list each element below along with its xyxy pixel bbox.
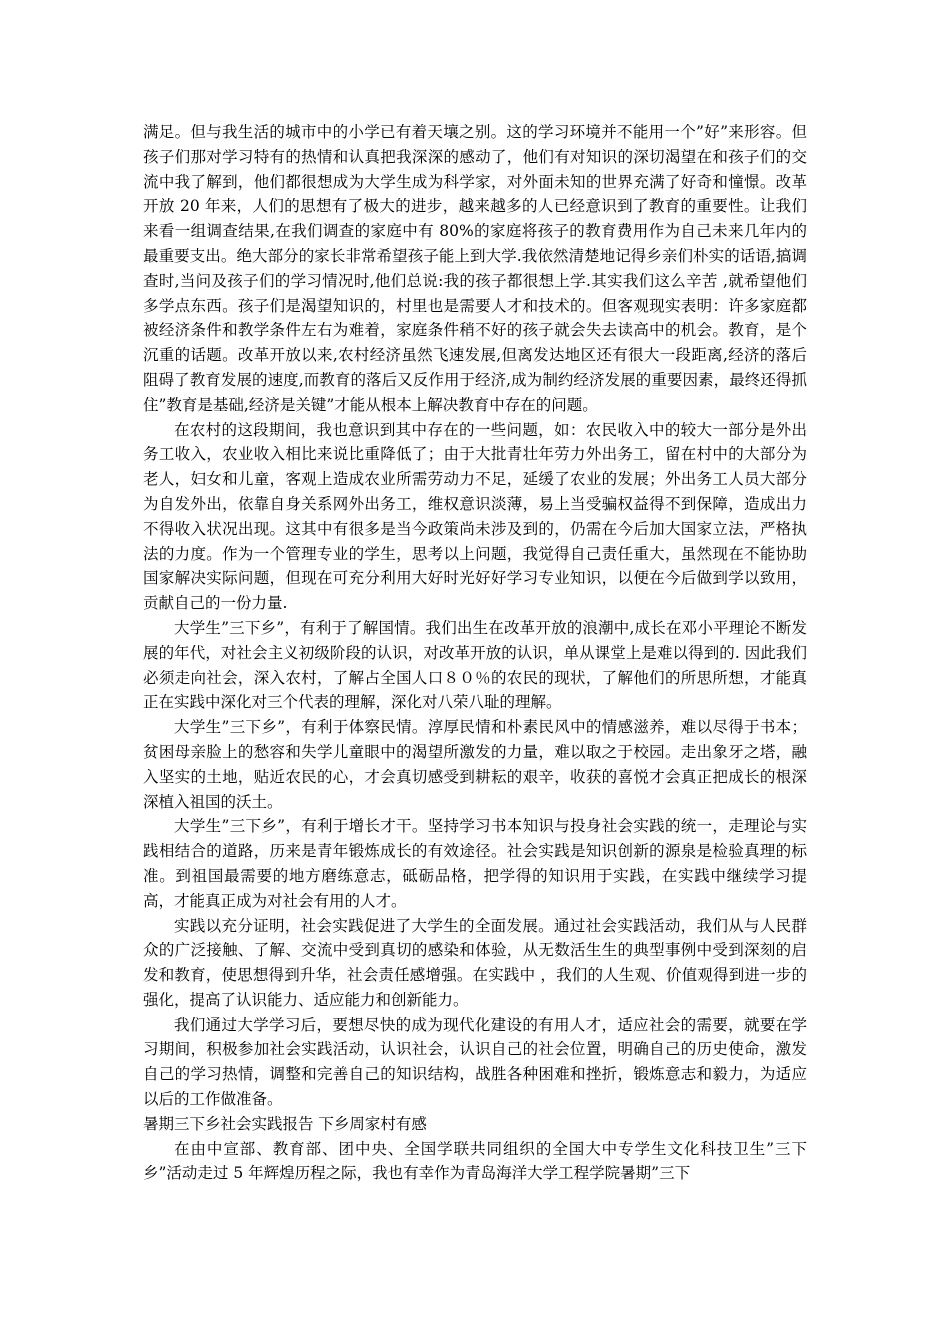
paragraph-university-study: 我们通过大学学习后，要想尽快的成为现代化建设的有用人才，适应社会的需要，就要在学习期间，积极参加社会实践活动，认识社会，认识自己的社会位置，明确自己的历史使命，激发自己的学习热情，调整和完善自己的知识结构，战胜各种困难和挫折，锻炼意志和毅力，为适应以后的工作做准备。 [143,1015,807,1109]
document-body [143,120,807,1186]
paragraph-rural-problems: 在农村的这段期间，我也意识到其中存在的一些问题，如：农民收入中的较大一部分是外出务工收入，农业收入相比来说比重降低了；由于大批青壮年劳力外出务工，留在村中的大部分为老人，妇女和儿童，客观上造成农业所需劳动力不足，延缓了农业的发展；外出务工人员大部分为自发外出，依靠自身关系网外出务工，维权意识淡薄，易上当受骗权益得不到保障，造成出力不得收入状况出现。这其中有很多是当今政策尚未涉及到的，仍需在今后加大国家立法，严格执法的力度。作为一个管理专业的学生，思考以上问题，我觉得自己责任重大，虽然现在不能协助国家解决实际问题，但现在可充分利用大好时光好好学习专业知识，以便在今后做到学以致用，贡献自己的一份力量. [143,420,807,613]
paragraph-national-conditions: 大学生”三下乡”，有利于了解国情。我们出生在改革开放的浪潮中,成长在邓小平理论不断发展的年代，对社会主义初级阶段的认识，对改革开放的认识，单从课堂上是难以得到的. 因此我们必须走向社会，深入农村，了解占全国人口８０％的农民的现状，了解他们的所思所想，才能真正在实践中深化对三个代表的理解，深化对八荣八耻的理解。 [143,618,807,712]
section-heading: 暑期三下乡社会实践报告 下乡周家村有感 [143,1114,427,1133]
paragraph-continuation: 满足。但与我生活的城市中的小学已有着天壤之别。这的学习环境并不能用一个”好”来形容。但孩子们那对学习特有的热情和认真把我深深的感动了，他们有对知识的深切渴望在和孩子们的交流中我了解到，他们都很想成为大学生成为科学家，对外面未知的世界充满了好奇和憧憬。改革开放 20 年来，人们的思想有了极大的进步，越来越多的人已经意识到了教育的重要性。让我们来看一组调查结果,在我们调查的家庭中有 80%的家庭将孩子的教育费用作为自己未来几年内的最重要支出。绝大部分的家长非常希望孩子能上到大学.我依然清楚地记得乡亲们朴实的话语,搞调查时,当问及孩子们的学习情况时,他们总说:我的孩子都很想上学.其实我们这么辛苦 ,就希望他们多学点东西。孩子们是渴望知识的，村里也是需要人才和技术的。但客观现实表明：许多家庭都被经济条件和教学条件左右为难着，家庭条件稍不好的孩子就会失去读高中的机会。教育，是个沉重的话题。改革开放以来,农村经济虽然飞速发展,但离发达地区还有很大一段距离,经济的落后阻碍了教育发展的速度,而教育的落后又反作用于经济,成为制约经济发展的重要因素，最终还得抓住”教育是基础,经济是关键”才能从根本上解决教育中存在的问题。 [143,123,807,414]
paragraph-growing-talent: 大学生”三下乡”，有利于增长才干。坚持学习书本知识与投身社会实践的统一，走理论与实践相结合的道路，历来是青年锻炼成长的有效途径。社会实践是知识创新的源泉是检验真理的标准。到祖国最需要的地方磨练意志，砥砺品格，把学得的知识用于实践，在实践中继续学习提高，才能真正成为对社会有用的人才。 [143,817,807,910]
paragraph-public-sentiment: 大学生”三下乡”，有利于体察民情。淳厚民情和朴素民风中的情感滋养，难以尽得于书本；贫困母亲脸上的愁容和失学儿童眼中的渴望所激发的力量，难以取之于校园。走出象牙之塔，融入坚实的土地，贴近农民的心，才会真切感受到耕耘的艰辛，收获的喜悦才会真正把成长的根深深植入祖国的沃土。 [143,718,807,811]
paragraph-intro-new-report: 在由中宣部、教育部、团中央、全国学联共同组织的全国大中专学生文化科技卫生”三下乡”活动走过 5 年辉煌历程之际，我也有幸作为青岛海洋大学工程学院暑期”三下 [143,1139,807,1183]
paragraph-practice-proof: 实践以充分证明，社会实践促进了大学生的全面发展。通过社会实践活动，我们从与人民群众的广泛接触、了解、交流中受到真切的感染和体验，从无数活生生的典型事例中受到深刻的启发和教育，使思想得到升华，社会责任感增强。在实践中 ，我们的人生观、价值观得到进一步的强化，提高了认识能力、适应能力和创新能力。 [143,916,807,1009]
